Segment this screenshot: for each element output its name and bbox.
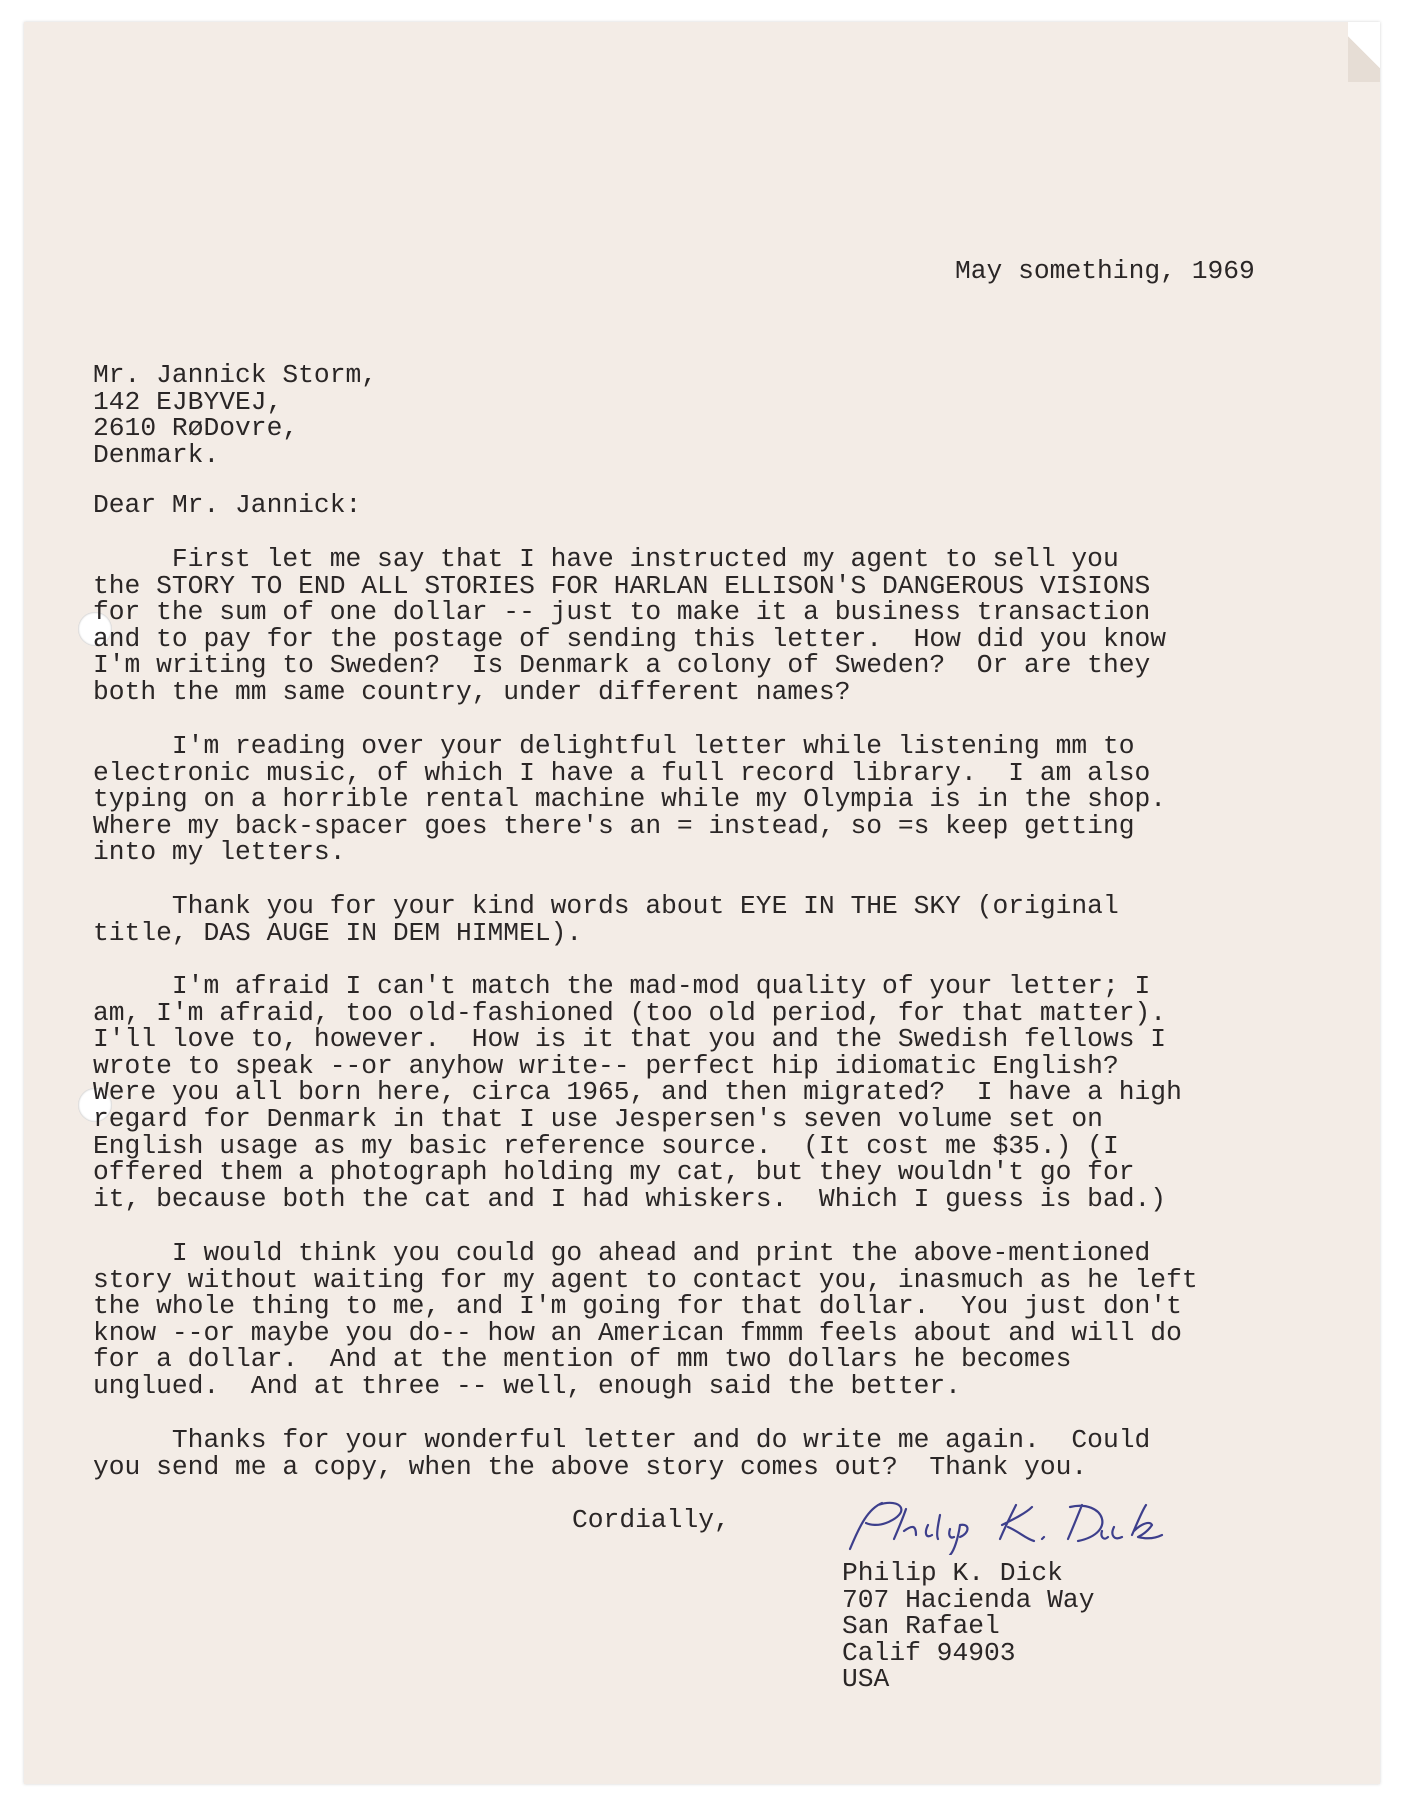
recipient-address — [93, 362, 377, 468]
sender-line: Philip K. Dick — [842, 1558, 1063, 1588]
sender-line: 707 Hacienda Way — [842, 1584, 1095, 1615]
body-line: I would think you could go ahead and print the above-mentioned — [93, 1238, 1151, 1268]
body-line: wrote to speak --or anyhow write-- perfect hip idiomatic English? — [93, 1050, 1119, 1081]
closing — [572, 1507, 730, 1534]
sender-line: Calif 94903 — [842, 1637, 1016, 1668]
sender-line: USA — [842, 1664, 890, 1695]
body-line: you send me a copy, when the above story comes out? Thank you. — [93, 1451, 1088, 1482]
address-line: Mr. Jannick Storm, — [93, 360, 378, 390]
body-line: Thanks for your wonderful letter and do write me again. Could — [93, 1425, 1151, 1455]
body-line: into my letters. — [93, 837, 346, 868]
address-line: Denmark. — [93, 439, 220, 470]
closing-text: Cordially, — [572, 1505, 730, 1535]
body-line: for the sum of one dollar -- just to make it a business transaction — [93, 597, 1151, 628]
body-line: know --or maybe you do-- how an American fmmm feels about and will do — [93, 1317, 1182, 1348]
handwritten-signature — [842, 1495, 1172, 1555]
paragraph-3 — [93, 893, 1119, 946]
address-line: 142 EJBYVEJ, — [93, 386, 283, 417]
body-line: both the mm same country, under different names? — [93, 676, 851, 707]
salutation — [93, 492, 361, 519]
sender-line: San Rafael — [842, 1611, 1000, 1642]
body-line: and to pay for the postage of sending this letter. How did you know — [93, 623, 1167, 654]
paragraph-5 — [93, 1240, 1198, 1400]
body-line: I'm writing to Sweden? Is Denmark a colony of Sweden? Or are they — [93, 650, 1151, 681]
paragraph-1 — [93, 546, 1166, 706]
body-line: unglued. And at three -- well, enough said the better. — [93, 1370, 961, 1401]
body-line: title, DAS AUGE IN DEM HIMMEL). — [93, 917, 583, 948]
body-line: I'm reading over your delightful letter while listening mm to — [93, 731, 1135, 761]
body-line: offered them a photograph holding my cat, but they wouldn't go for — [93, 1157, 1135, 1188]
folded-corner — [1348, 22, 1380, 82]
body-line: English usage as my basic reference source. (It cost me $35.) (I — [93, 1130, 1119, 1161]
body-line: story without waiting for my agent to contact you, inasmuch as he left — [93, 1264, 1198, 1295]
body-line: Were you all born here, circa 1965, and then migrated? I have a high — [93, 1077, 1182, 1108]
body-line: it, because both the cat and I had whiskers. Which I guess is bad.) — [93, 1183, 1167, 1214]
letter-date: May something, 1969 — [955, 256, 1255, 286]
body-line: the STORY TO END ALL STORIES FOR HARLAN ELLISON'S DANGEROUS VISIONS — [93, 570, 1151, 601]
body-line: regard for Denmark in that I use Jespersen's seven volume set on — [93, 1103, 1103, 1134]
body-line: am, I'm afraid, too old-fashioned (too old period, for that matter). — [93, 997, 1167, 1028]
paragraph-2 — [93, 733, 1166, 866]
body-line: First let me say that I have instructed my agent to sell you — [93, 544, 1119, 574]
body-line: Where my back-spacer goes there's an = instead, so =s keep getting — [93, 810, 1135, 841]
body-line: I'll love to, however. How is it that you and the Swedish fellows I — [93, 1024, 1167, 1055]
paragraph-4 — [93, 973, 1182, 1212]
salutation-text: Dear Mr. Jannick: — [93, 490, 362, 520]
body-line: I'm afraid I can't match the mad-mod quality of your letter; I — [93, 971, 1151, 1001]
sender-address — [842, 1560, 1095, 1693]
body-line: the whole thing to me, and I'm going for that dollar. You just don't — [93, 1291, 1182, 1322]
paragraph-6 — [93, 1427, 1150, 1480]
body-line: typing on a horrible rental machine while my Olympia is in the shop. — [93, 784, 1167, 815]
body-line: for a dollar. And at the mention of mm two dollars he becomes — [93, 1344, 1072, 1375]
body-line: electronic music, of which I have a full record library. I am also — [93, 757, 1151, 788]
body-line: Thank you for your kind words about EYE IN THE SKY (original — [93, 891, 1119, 921]
address-line: 2610 RøDovre, — [93, 413, 299, 444]
